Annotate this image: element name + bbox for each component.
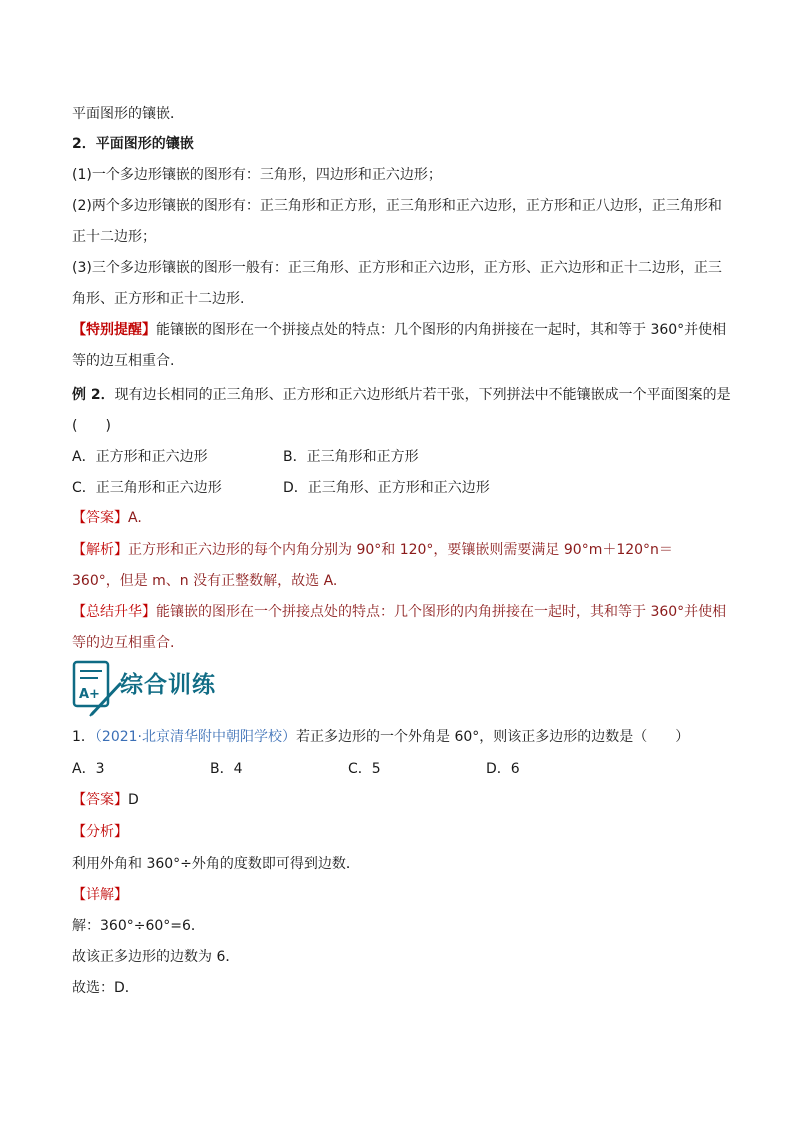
analysis xyxy=(72,540,673,560)
section-title: 综合训练 xyxy=(120,671,216,698)
tip-text: 能镶嵌的图形在一个拼接点处的特点：几个图形的内角拼接在一起时，其和等于 360°并使相 xyxy=(156,322,727,338)
example-label: 例 2． xyxy=(72,387,115,403)
analysis-text: 正方形和正六边形的每个内角分别为 90°和 120°，要镶嵌则需要满足 90°m＋120°n＝ xyxy=(128,542,673,558)
answer-text: A. xyxy=(128,510,142,526)
q1-detail-label: 【详解】 xyxy=(72,887,128,903)
summary-label: 【总结升华】 xyxy=(72,604,156,620)
subsection-heading: 2．平面图形的镶嵌 xyxy=(72,136,194,152)
example-question xyxy=(72,385,731,405)
text-line: 等的边互相重合. xyxy=(72,353,175,369)
summary xyxy=(72,602,726,622)
text-line: (3)三个多边形镶嵌的图形一般有：正三角形、正方形和正六边形，正方形、正六边形和正十二边形，正三 xyxy=(72,260,722,276)
analysis-text-2: 360°，但是 m、n 没有正整数解，故选 A. xyxy=(72,573,338,589)
text-line: 平面图形的镶嵌． xyxy=(72,106,184,122)
answer-label: 【答案】 xyxy=(72,510,128,526)
q1-answer xyxy=(72,790,139,810)
exam-paper-icon xyxy=(70,658,124,718)
q1-option-d: D．6 xyxy=(486,761,520,777)
text-line: (2)两个多边形镶嵌的图形有：正三角形和正方形，正三角形和正六边形，正方形和正八边形，正三角形和 xyxy=(72,198,722,214)
question-number: 1． xyxy=(72,729,95,745)
example-text: 现有边长相同的正三角形、正方形和正六边形纸片若干张，下列拼法中不能镶嵌成一个平面图案的是 xyxy=(114,387,731,403)
q1-detail-line: 故该正多边形的边数为 6． xyxy=(72,949,240,965)
special-tip xyxy=(72,320,726,340)
analysis-label: 【解析】 xyxy=(72,542,128,558)
answer xyxy=(72,508,142,528)
q1-answer-label: 【答案】 xyxy=(72,792,128,808)
q1-option-a: A．3 xyxy=(72,761,105,777)
grade-icon-text: A+ xyxy=(79,687,100,702)
option-a: A．正方形和正六边形 xyxy=(72,449,208,465)
question-source: （2021·北京清华附中朝阳学校） xyxy=(94,729,297,745)
option-c: C．正三角形和正六边形 xyxy=(72,480,222,496)
q1-answer-value: D xyxy=(128,792,139,808)
q1-option-c: C．5 xyxy=(348,761,381,777)
q1-analysis-text: 利用外角和 360°÷外角的度数即可得到边数． xyxy=(72,856,360,872)
question-text: 若正多边形的一个外角是 60°，则该正多边形的边数是（ ） xyxy=(296,729,690,745)
summary-text-2: 等的边互相重合. xyxy=(72,635,175,651)
q1-analysis-label: 【分析】 xyxy=(72,824,128,840)
q1-option-b: B．4 xyxy=(210,761,243,777)
question-1 xyxy=(72,727,689,747)
option-b: B．正三角形和正方形 xyxy=(283,449,419,465)
q1-detail-line: 解：360°÷60°=6． xyxy=(72,918,205,934)
text-line: 角形、正方形和正十二边形. xyxy=(72,291,245,307)
text-line: (1)一个多边形镶嵌的图形有：三角形，四边形和正六边形； xyxy=(72,167,442,183)
summary-text: 能镶嵌的图形在一个拼接点处的特点：几个图形的内角拼接在一起时，其和等于 360°并使相 xyxy=(156,604,727,620)
tip-label: 【特别提醒】 xyxy=(72,322,156,338)
text-line: 正十二边形； xyxy=(72,229,156,245)
answer-paren: ( ) xyxy=(72,418,111,434)
option-d: D．正三角形、正方形和正六边形 xyxy=(283,480,490,496)
q1-detail-line: 故选：D． xyxy=(72,980,139,996)
